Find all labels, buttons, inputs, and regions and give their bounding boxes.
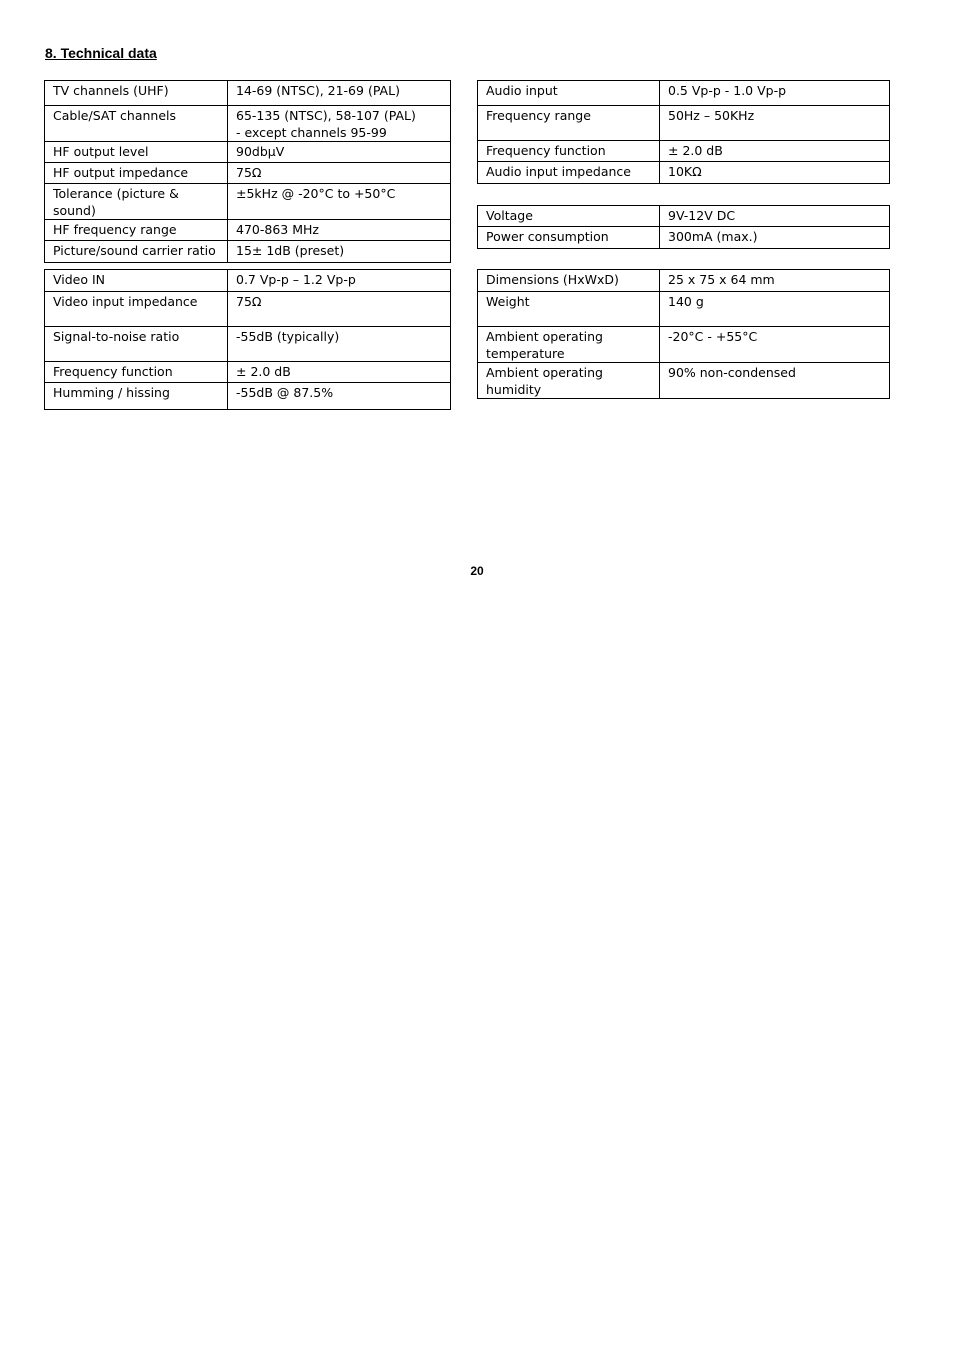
spec-value: 9V-12V DC [660, 206, 890, 227]
audio-spec-table [477, 80, 890, 184]
spec-value: 25 x 75 x 64 mm [660, 270, 890, 292]
table-row [45, 327, 451, 362]
spec-value: 470-863 MHz [228, 220, 451, 241]
page-number: 20 [470, 564, 484, 578]
table-row [478, 206, 890, 227]
spec-label: HF output impedance [45, 163, 228, 184]
table-row [478, 292, 890, 327]
table-row [45, 270, 451, 292]
spec-label: Frequency function [45, 362, 228, 383]
table-row [478, 327, 890, 363]
spec-value: ± 2.0 dB [660, 141, 890, 162]
physical-spec-table [477, 269, 890, 399]
spec-value: 50Hz – 50KHz [660, 106, 890, 141]
table-row [45, 220, 451, 241]
spec-label: Audio input impedance [478, 162, 660, 184]
spec-value: 10KΩ [660, 162, 890, 184]
spec-label: Humming / hissing [45, 383, 228, 410]
table-row [45, 362, 451, 383]
spec-value: 90dbµV [228, 142, 451, 163]
table-row [45, 292, 451, 327]
spec-value: 140 g [660, 292, 890, 327]
table-row [45, 106, 451, 142]
spec-label: Video input impedance [45, 292, 228, 327]
spec-value: ±5kHz @ -20°C to +50°C [228, 184, 451, 220]
spec-label: Weight [478, 292, 660, 327]
table-row [478, 106, 890, 141]
spec-label: Ambient operating temperature [478, 327, 660, 363]
spec-value: 0.5 Vp-p - 1.0 Vp-p [660, 81, 890, 106]
spec-label: Signal-to-noise ratio [45, 327, 228, 362]
spec-value: 300mA (max.) [660, 227, 890, 249]
table-row [478, 270, 890, 292]
spec-label: TV channels (UHF) [45, 81, 228, 106]
table-row [45, 184, 451, 220]
spec-value: -55dB (typically) [228, 327, 451, 362]
power-spec-table [477, 205, 890, 249]
table-row [478, 162, 890, 184]
spec-label: Tolerance (picture & sound) [45, 184, 228, 220]
table-row [478, 363, 890, 399]
spec-label: Audio input [478, 81, 660, 106]
spec-value: 15± 1dB (preset) [228, 241, 451, 263]
table-row [478, 227, 890, 249]
video-spec-table [44, 269, 451, 410]
spec-value: -55dB @ 87.5% [228, 383, 451, 410]
spec-label: Ambient operating humidity [478, 363, 660, 399]
spec-value: -20°C - +55°C [660, 327, 890, 363]
table-row [478, 141, 890, 162]
spec-value: 0.7 Vp-p – 1.2 Vp-p [228, 270, 451, 292]
spec-label: Frequency function [478, 141, 660, 162]
spec-value: 90% non-condensed [660, 363, 890, 399]
table-row [45, 241, 451, 263]
spec-value: ± 2.0 dB [228, 362, 451, 383]
rf-spec-table [44, 80, 451, 263]
table-row [45, 142, 451, 163]
spec-value: 65-135 (NTSC), 58-107 (PAL) - except channels 95-99 [228, 106, 451, 142]
spec-label: Video IN [45, 270, 228, 292]
spec-label: HF frequency range [45, 220, 228, 241]
spec-label: Picture/sound carrier ratio [45, 241, 228, 263]
spec-label: Power consumption [478, 227, 660, 249]
spec-label: Dimensions (HxWxD) [478, 270, 660, 292]
spec-label: Frequency range [478, 106, 660, 141]
table-row [45, 81, 451, 106]
spec-label: Cable/SAT channels [45, 106, 228, 142]
table-row [45, 163, 451, 184]
table-row [45, 383, 451, 410]
spec-value: 14-69 (NTSC), 21-69 (PAL) [228, 81, 451, 106]
spec-value: 75Ω [228, 292, 451, 327]
section-heading: 8. Technical data [45, 45, 157, 61]
spec-value: 75Ω [228, 163, 451, 184]
spec-label: HF output level [45, 142, 228, 163]
spec-label: Voltage [478, 206, 660, 227]
table-row [478, 81, 890, 106]
